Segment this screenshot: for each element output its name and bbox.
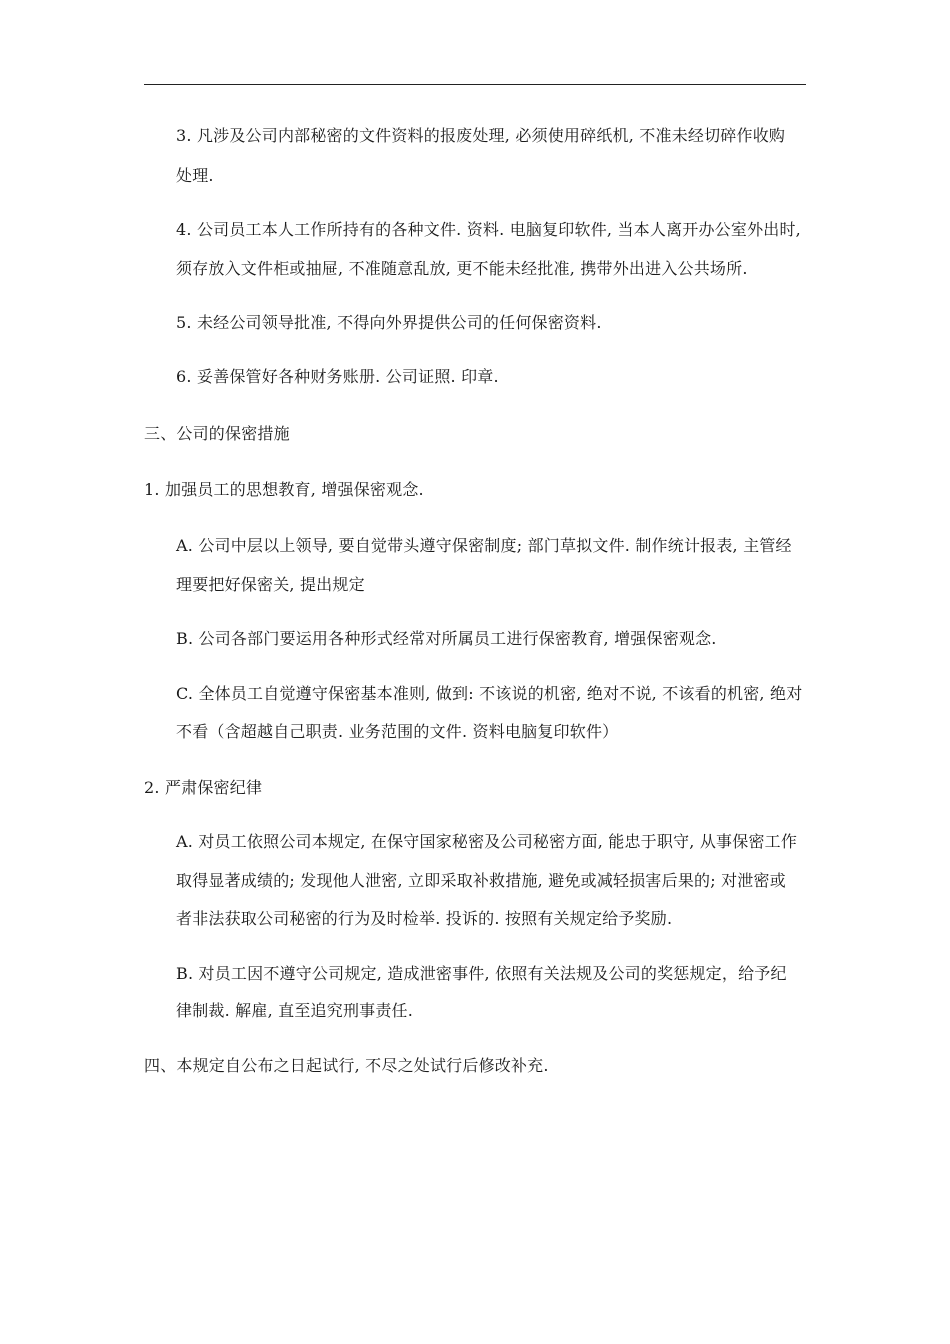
- paragraph-line: 理要把好保密关, 提出规定: [176, 575, 365, 594]
- paragraph-line: 处理.: [176, 166, 214, 185]
- subsection-heading: 2. 严肃保密纪律: [144, 778, 263, 797]
- paragraph-line: 须存放入文件柜或抽屉, 不准随意乱放, 更不能未经批准, 携带外出进入公共场所.: [176, 259, 748, 278]
- paragraph-line: A. 对员工依照公司本规定, 在保守国家秘密及公司秘密方面, 能忠于职守, 从事保密工作: [176, 832, 798, 851]
- subsection-heading: 1. 加强员工的思想教育, 增强保密观念.: [144, 480, 424, 499]
- paragraph-line: B. 对员工因不遵守公司规定, 造成泄密事件, 依照有关法规及公司的奖惩规定，给予纪: [176, 964, 787, 983]
- paragraph-line: 5. 未经公司领导批准, 不得向外界提供公司的任何保密资料.: [176, 313, 602, 332]
- paragraph-line: C. 全体员工自觉遵守保密基本准则, 做到: 不该说的机密, 绝对不说, 不该看的机密, 绝对: [176, 684, 803, 703]
- paragraph-line: 6. 妥善保管好各种财务账册. 公司证照. 印章.: [176, 367, 499, 386]
- header-rule: [144, 84, 806, 85]
- paragraph-line: 律制裁. 解雇, 直至追究刑事责任.: [176, 1001, 414, 1020]
- section-heading: 四、本规定自公布之日起试行, 不尽之处试行后修改补充.: [144, 1056, 549, 1075]
- paragraph-line: 者非法获取公司秘密的行为及时检举. 投诉的. 按照有关规定给予奖励.: [176, 909, 673, 928]
- paragraph-line: 3. 凡涉及公司内部秘密的文件资料的报废处理, 必须使用碎纸机, 不准未经切碎作收购: [176, 126, 786, 145]
- paragraph-line: 取得显著成绩的; 发现他人泄密, 立即采取补救措施, 避免或减轻损害后果的; 对泄密或: [176, 871, 786, 890]
- paragraph-line: 4. 公司员工本人工作所持有的各种文件. 资料. 电脑复印软件, 当本人离开办公室外出时,: [176, 220, 801, 239]
- section-heading: 三、公司的保密措施: [144, 424, 290, 443]
- paragraph-line: A. 公司中层以上领导, 要自觉带头遵守保密制度; 部门草拟文件. 制作统计报表, 主管经: [176, 536, 792, 555]
- paragraph-line: B. 公司各部门要运用各种形式经常对所属员工进行保密教育, 增强保密观念.: [176, 629, 717, 648]
- paragraph-line: 不看（含超越自己职责. 业务范围的文件. 资料电脑复印软件）: [176, 722, 619, 741]
